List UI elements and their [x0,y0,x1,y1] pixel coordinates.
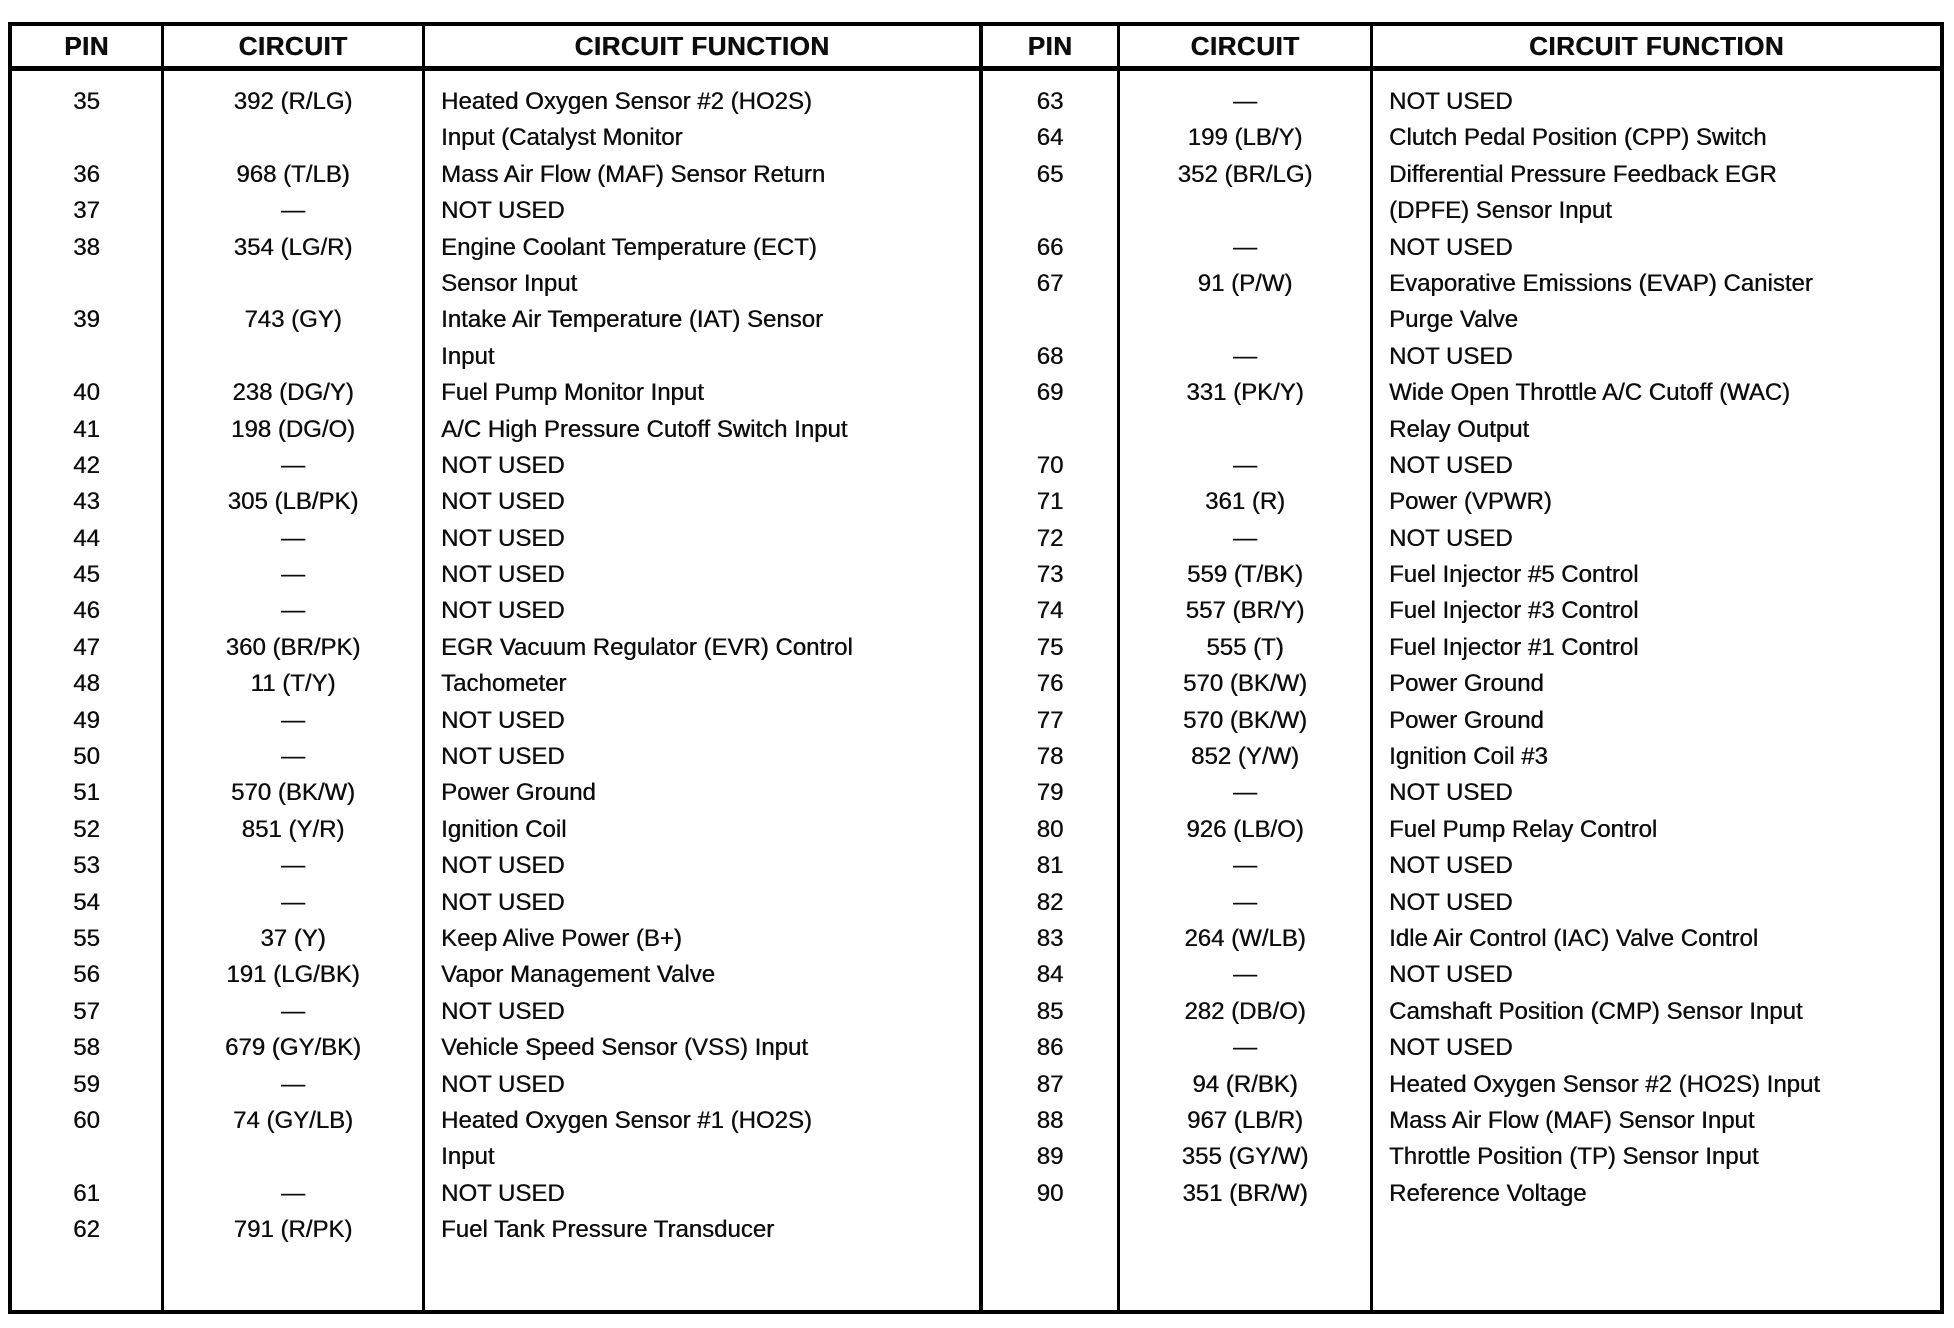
table-row [12,120,1940,156]
function-cell: Engine Coolant Temperature (ECT) [425,230,983,266]
table-row [12,84,1940,120]
table-row [12,957,1940,993]
function-cell: Power Ground [1389,670,1544,698]
circuit-cell: — [1120,84,1373,120]
circuit-cell: — [164,885,425,921]
function-cell: Clutch Pedal Position (CPP) Switch [1389,124,1767,152]
pin-cell: 59 [12,1067,164,1103]
function-cell: Mass Air Flow (MAF) Sensor Return [425,157,983,193]
pin-cell: 39 [12,302,164,338]
function-cell: EGR Vacuum Regulator (EVR) Control [425,630,983,666]
circuit-cell: — [1120,957,1373,993]
pin-cell: 53 [12,848,164,884]
circuit-cell: 852 (Y/W) [1120,739,1373,775]
function-cell: Throttle Position (TP) Sensor Input [1389,1143,1759,1171]
pin-cell: 68 [983,339,1120,375]
header-pin-right: PIN [983,26,1120,66]
table-row [12,157,1940,193]
function-cell: NOT USED [1389,88,1513,115]
pin-cell: 69 [983,375,1120,411]
function-cell: Intake Air Temperature (IAT) Sensor [425,302,983,338]
circuit-cell: 557 (BR/Y) [1120,593,1373,629]
function-cell: NOT USED [425,994,983,1030]
circuit-cell: 559 (T/BK) [1120,557,1373,593]
pin-cell [983,302,1120,338]
circuit-cell: — [164,557,425,593]
pin-cell: 82 [983,885,1120,921]
circuit-cell: 94 (R/BK) [1120,1067,1373,1103]
header-function-left: CIRCUIT FUNCTION [425,26,983,66]
circuit-cell: 361 (R) [1120,484,1373,520]
table-row [12,775,1940,811]
circuit-cell: — [164,994,425,1030]
pin-cell: 58 [12,1030,164,1066]
function-cell: NOT USED [425,703,983,739]
function-cell: NOT USED [425,739,983,775]
pin-cell: 63 [983,84,1120,120]
pin-cell: 51 [12,775,164,811]
pin-cell: 90 [983,1176,1120,1212]
table-row [12,1067,1940,1103]
circuit-cell: — [164,703,425,739]
circuit-cell: 570 (BK/W) [1120,666,1373,702]
circuit-cell [164,266,425,302]
pin-cell: 89 [983,1139,1120,1175]
pin-cell: 79 [983,775,1120,811]
pin-cell [983,412,1120,448]
function-cell: Fuel Pump Monitor Input [425,375,983,411]
circuit-cell: — [1120,885,1373,921]
function-cell: Ignition Coil [425,812,983,848]
function-cell: Input [425,1139,983,1175]
circuit-cell: 926 (LB/O) [1120,812,1373,848]
header-function-right: CIRCUIT FUNCTION [1529,30,1784,61]
pin-cell: 40 [12,375,164,411]
pin-cell: 47 [12,630,164,666]
function-cell: Camshaft Position (CMP) Sensor Input [1389,997,1803,1025]
pin-cell: 76 [983,666,1120,702]
circuit-cell: 305 (LB/PK) [164,484,425,520]
function-cell: NOT USED [1389,888,1513,916]
pin-cell: 87 [983,1067,1120,1103]
circuit-cell: 679 (GY/BK) [164,1030,425,1066]
pin-cell: 36 [12,157,164,193]
function-cell: NOT USED [1389,779,1513,807]
table-row [12,630,1940,666]
pin-cell [12,1139,164,1175]
table-row [12,921,1940,957]
circuit-cell: 392 (R/LG) [164,84,425,120]
pin-cell: 61 [12,1176,164,1212]
circuit-cell [164,1139,425,1175]
pin-cell: 78 [983,739,1120,775]
function-cell: Fuel Injector #1 Control [1389,633,1639,661]
function-cell: Input (Catalyst Monitor [425,120,983,156]
function-cell: Fuel Injector #5 Control [1389,561,1639,589]
function-cell: (DPFE) Sensor Input [1389,197,1612,225]
pin-cell: 62 [12,1212,164,1248]
table-row [12,848,1940,884]
table-row [12,1030,1940,1066]
function-cell: Tachometer [425,666,983,702]
function-cell: Wide Open Throttle A/C Cutoff (WAC) [1389,379,1791,407]
circuit-cell: 238 (DG/Y) [164,375,425,411]
function-cell: NOT USED [425,557,983,593]
pin-cell: 75 [983,630,1120,666]
pin-cell: 84 [983,957,1120,993]
function-cell: Vapor Management Valve [425,957,983,993]
pin-cell: 38 [12,230,164,266]
function-cell: Purge Valve [1389,306,1518,334]
table-row [12,739,1940,775]
pin-cell: 56 [12,957,164,993]
circuit-cell: — [1120,1030,1373,1066]
circuit-cell: — [164,739,425,775]
function-cell: Relay Output [1389,415,1530,443]
circuit-cell: — [164,1067,425,1103]
table-header-row [12,26,1940,71]
pin-cell: 86 [983,1030,1120,1066]
table-row [12,812,1940,848]
function-cell: Reference Voltage [1389,1179,1587,1207]
pin-cell [983,193,1120,229]
pin-cell: 77 [983,703,1120,739]
pin-cell [12,339,164,375]
header-pin-left: PIN [12,26,164,66]
function-cell: Heated Oxygen Sensor #2 (HO2S) Input [1389,1070,1820,1098]
pin-cell: 70 [983,448,1120,484]
pin-cell: 48 [12,666,164,702]
pin-cell [12,266,164,302]
pin-cell: 35 [12,84,164,120]
pin-cell: 66 [983,230,1120,266]
table-row [12,302,1940,338]
pin-cell: 73 [983,557,1120,593]
table-row [12,339,1940,375]
table-row [12,448,1940,484]
table-row [12,1176,1940,1212]
pin-cell: 50 [12,739,164,775]
function-cell: NOT USED [425,448,983,484]
function-cell: NOT USED [425,885,983,921]
function-cell: Fuel Pump Relay Control [1389,815,1658,843]
function-cell: NOT USED [1389,1034,1513,1062]
function-cell: Fuel Tank Pressure Transducer [425,1212,983,1248]
circuit-cell: — [164,193,425,229]
table-row [12,557,1940,593]
function-cell [1373,1212,1940,1248]
pin-cell: 45 [12,557,164,593]
circuit-cell: 199 (LB/Y) [1120,120,1373,156]
table-row [12,994,1940,1030]
pin-cell: 46 [12,593,164,629]
circuit-cell: 11 (T/Y) [164,666,425,702]
circuit-cell: 354 (LG/R) [164,230,425,266]
circuit-cell: — [164,521,425,557]
pcm-pinout-table [8,22,1944,1314]
function-cell: Power Ground [425,775,983,811]
function-cell: Differential Pressure Feedback EGR [1389,160,1777,188]
pin-cell: 81 [983,848,1120,884]
circuit-cell: — [1120,339,1373,375]
function-cell: NOT USED [425,521,983,557]
pin-cell: 74 [983,593,1120,629]
circuit-cell: 355 (GY/W) [1120,1139,1373,1175]
function-cell: NOT USED [1389,961,1513,989]
circuit-cell: — [1120,848,1373,884]
circuit-cell: 264 (W/LB) [1120,921,1373,957]
circuit-cell: — [164,848,425,884]
table-body [12,84,1940,1249]
function-cell: Mass Air Flow (MAF) Sensor Input [1389,1106,1755,1134]
table-row [12,521,1940,557]
circuit-cell: 351 (BR/W) [1120,1176,1373,1212]
pin-cell: 88 [983,1103,1120,1139]
function-cell: Power Ground [1389,706,1544,734]
circuit-cell [1120,193,1373,229]
circuit-cell: 967 (LB/R) [1120,1103,1373,1139]
function-cell: NOT USED [1389,342,1513,370]
function-cell: NOT USED [425,848,983,884]
circuit-cell [1120,1212,1373,1248]
table-row [12,593,1940,629]
circuit-cell: — [1120,521,1373,557]
table-row [12,193,1940,229]
function-cell: Keep Alive Power (B+) [425,921,983,957]
pin-cell: 37 [12,193,164,229]
circuit-cell: — [1120,448,1373,484]
function-cell: NOT USED [425,1176,983,1212]
table-bottom-filler [12,1249,1940,1311]
function-cell: NOT USED [425,1067,983,1103]
function-cell: NOT USED [425,484,983,520]
circuit-cell [164,339,425,375]
pin-cell: 49 [12,703,164,739]
pin-cell: 85 [983,994,1120,1030]
pin-cell: 54 [12,885,164,921]
circuit-cell: 282 (DB/O) [1120,994,1373,1030]
pin-cell: 43 [12,484,164,520]
function-cell: NOT USED [1389,852,1513,880]
function-cell: Vehicle Speed Sensor (VSS) Input [425,1030,983,1066]
pin-cell: 41 [12,412,164,448]
table-row [12,666,1940,702]
function-cell: Sensor Input [425,266,983,302]
pin-cell: 72 [983,521,1120,557]
circuit-cell: 91 (P/W) [1120,266,1373,302]
function-cell: Fuel Injector #3 Control [1389,597,1639,625]
pin-cell: 42 [12,448,164,484]
function-cell: Power (VPWR) [1389,488,1552,516]
function-cell: NOT USED [425,593,983,629]
pin-cell [983,1212,1120,1248]
circuit-cell [1120,412,1373,448]
circuit-cell [164,120,425,156]
circuit-cell: — [164,448,425,484]
pin-cell: 83 [983,921,1120,957]
function-cell: NOT USED [1389,451,1513,479]
function-cell: Evaporative Emissions (EVAP) Canister [1389,269,1813,297]
pin-cell: 52 [12,812,164,848]
circuit-cell [1120,302,1373,338]
function-cell: NOT USED [425,193,983,229]
table-row [12,703,1940,739]
pin-cell: 55 [12,921,164,957]
table-row [12,484,1940,520]
table-row [12,885,1940,921]
function-cell: Idle Air Control (IAC) Valve Control [1389,924,1759,952]
circuit-cell: — [1120,230,1373,266]
function-cell: Ignition Coil #3 [1389,743,1548,771]
circuit-cell: 570 (BK/W) [164,775,425,811]
function-cell: NOT USED [1389,524,1513,552]
table-row [12,1139,1940,1175]
circuit-cell: 555 (T) [1120,630,1373,666]
circuit-cell: 191 (LG/BK) [164,957,425,993]
pin-cell: 67 [983,266,1120,302]
table-row [12,375,1940,411]
pin-cell: 64 [983,120,1120,156]
table-row [12,230,1940,266]
function-cell: A/C High Pressure Cutoff Switch Input [425,412,983,448]
circuit-cell: 331 (PK/Y) [1120,375,1373,411]
circuit-cell: 968 (T/LB) [164,157,425,193]
circuit-cell: 198 (DG/O) [164,412,425,448]
circuit-cell: 360 (BR/PK) [164,630,425,666]
pin-cell: 80 [983,812,1120,848]
circuit-cell: — [1120,775,1373,811]
circuit-cell: — [164,1176,425,1212]
table-row [12,412,1940,448]
table-row [12,1103,1940,1139]
function-cell: Input [425,339,983,375]
pin-cell: 71 [983,484,1120,520]
pin-cell: 44 [12,521,164,557]
header-circuit-left: CIRCUIT [164,26,425,66]
table-row [12,266,1940,302]
circuit-cell: 37 (Y) [164,921,425,957]
circuit-cell: 570 (BK/W) [1120,703,1373,739]
function-cell: NOT USED [1389,233,1513,261]
pin-cell [12,120,164,156]
circuit-cell: 74 (GY/LB) [164,1103,425,1139]
pin-cell: 60 [12,1103,164,1139]
pin-cell: 57 [12,994,164,1030]
circuit-cell: — [164,593,425,629]
header-circuit-right: CIRCUIT [1120,26,1373,66]
table-row [12,1212,1940,1248]
circuit-cell: 791 (R/PK) [164,1212,425,1248]
circuit-cell: 851 (Y/R) [164,812,425,848]
function-cell: Heated Oxygen Sensor #1 (HO2S) [425,1103,983,1139]
function-cell: Heated Oxygen Sensor #2 (HO2S) [425,84,983,120]
pin-cell: 65 [983,157,1120,193]
circuit-cell: 743 (GY) [164,302,425,338]
table-top-spacer [12,71,1940,84]
circuit-cell: 352 (BR/LG) [1120,157,1373,193]
